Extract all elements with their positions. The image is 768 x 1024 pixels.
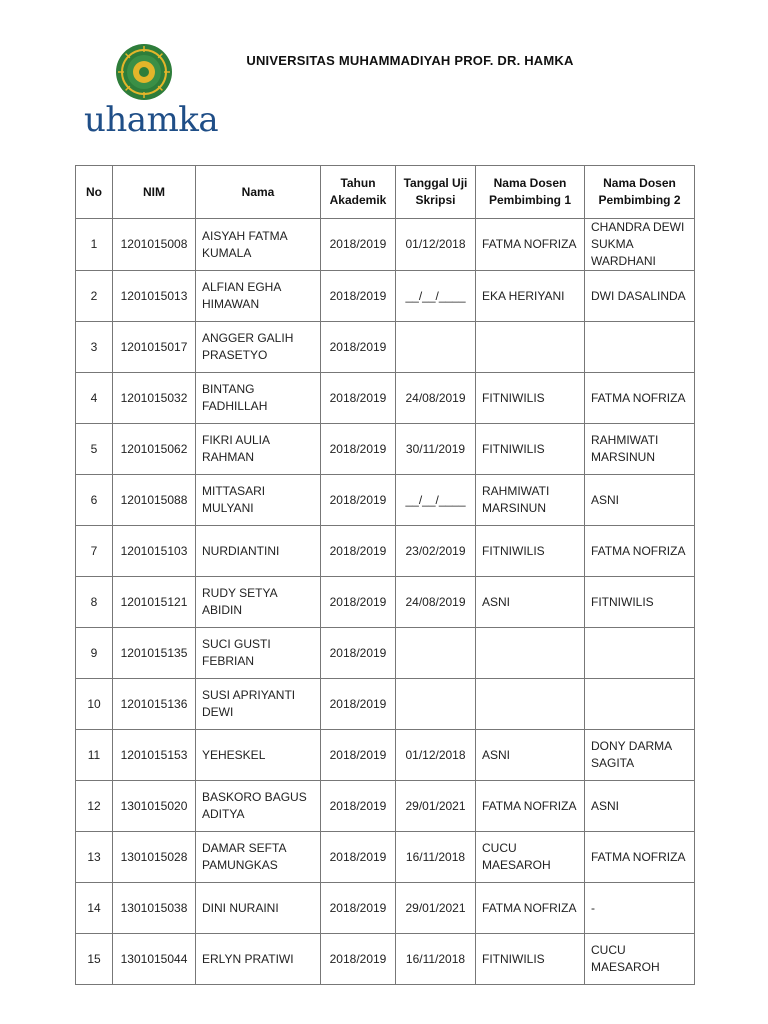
cell-nim: 1201015008	[113, 219, 196, 271]
cell-no: 13	[76, 832, 113, 883]
cell-nim: 1201015062	[113, 424, 196, 475]
cell-dosen-1: ASNI	[476, 577, 585, 628]
cell-tahun: 2018/2019	[321, 322, 396, 373]
cell-no: 11	[76, 730, 113, 781]
header-tahun-akademik: Tahun Akademik	[321, 166, 396, 219]
cell-tanggal: 24/08/2019	[396, 373, 476, 424]
table-row	[76, 424, 695, 475]
cell-no: 10	[76, 679, 113, 730]
table-row	[76, 781, 695, 832]
cell-tahun: 2018/2019	[321, 832, 396, 883]
cell-nama: SUSI APRIYANTI DEWI	[196, 679, 321, 730]
cell-tahun: 2018/2019	[321, 219, 396, 271]
cell-dosen-1: FITNIWILIS	[476, 373, 585, 424]
table-row	[76, 628, 695, 679]
cell-nim: 1201015013	[113, 271, 196, 322]
cell-tanggal: 29/01/2021	[396, 781, 476, 832]
table-row	[76, 526, 695, 577]
logo-wordmark: uhamka	[84, 100, 219, 140]
cell-no: 8	[76, 577, 113, 628]
cell-dosen-2: FATMA NOFRIZA	[585, 832, 695, 883]
cell-nim: 1301015028	[113, 832, 196, 883]
cell-nim: 1301015020	[113, 781, 196, 832]
cell-dosen-2	[585, 322, 695, 373]
cell-tahun: 2018/2019	[321, 730, 396, 781]
table-row	[76, 577, 695, 628]
cell-no: 14	[76, 883, 113, 934]
uhamka-logo	[84, 40, 219, 140]
cell-nim: 1301015044	[113, 934, 196, 985]
cell-nim: 1201015017	[113, 322, 196, 373]
cell-nim: 1201015103	[113, 526, 196, 577]
header-nim: NIM	[113, 166, 196, 219]
table-row	[76, 373, 695, 424]
cell-nim: 1201015088	[113, 475, 196, 526]
cell-tanggal: 16/11/2018	[396, 934, 476, 985]
cell-no: 6	[76, 475, 113, 526]
cell-nama: ALFIAN EGHA HIMAWAN	[196, 271, 321, 322]
table-row	[76, 322, 695, 373]
cell-nama: ANGGER GALIH PRASETYO	[196, 322, 321, 373]
cell-tahun: 2018/2019	[321, 781, 396, 832]
cell-tanggal: __/__/____	[396, 475, 476, 526]
university-name: UNIVERSITAS MUHAMMADIYAH PROF. DR. HAMKA	[246, 53, 574, 68]
cell-nama: DAMAR SEFTA PAMUNGKAS	[196, 832, 321, 883]
cell-dosen-1: FATMA NOFRIZA	[476, 781, 585, 832]
cell-dosen-1: RAHMIWATI MARSINUN	[476, 475, 585, 526]
cell-no: 15	[76, 934, 113, 985]
cell-dosen-2: FATMA NOFRIZA	[585, 526, 695, 577]
table-header-row	[76, 166, 695, 219]
cell-dosen-2: -	[585, 883, 695, 934]
cell-tanggal: 16/11/2018	[396, 832, 476, 883]
cell-tahun: 2018/2019	[321, 475, 396, 526]
cell-dosen-2	[585, 679, 695, 730]
cell-tahun: 2018/2019	[321, 628, 396, 679]
cell-tanggal	[396, 628, 476, 679]
cell-dosen-1: FITNIWILIS	[476, 526, 585, 577]
cell-nama: BASKORO BAGUS ADITYA	[196, 781, 321, 832]
cell-dosen-2: FITNIWILIS	[585, 577, 695, 628]
cell-dosen-2: CHANDRA DEWI SUKMA WARDHANI	[585, 219, 695, 271]
cell-dosen-2: CUCU MAESAROH	[585, 934, 695, 985]
cell-dosen-2: DONY DARMA SAGITA	[585, 730, 695, 781]
cell-dosen-1: ASNI	[476, 730, 585, 781]
cell-tanggal: 29/01/2021	[396, 883, 476, 934]
cell-no: 2	[76, 271, 113, 322]
cell-tanggal: 24/08/2019	[396, 577, 476, 628]
cell-tahun: 2018/2019	[321, 934, 396, 985]
cell-nama: YEHESKEL	[196, 730, 321, 781]
cell-nama: RUDY SETYA ABIDIN	[196, 577, 321, 628]
cell-tahun: 2018/2019	[321, 424, 396, 475]
cell-dosen-1: FATMA NOFRIZA	[476, 883, 585, 934]
cell-tahun: 2018/2019	[321, 679, 396, 730]
table-row	[76, 883, 695, 934]
cell-nama: FIKRI AULIA RAHMAN	[196, 424, 321, 475]
cell-dosen-1: FITNIWILIS	[476, 424, 585, 475]
university-emblem-icon	[114, 42, 174, 102]
cell-nama: ERLYN PRATIWI	[196, 934, 321, 985]
cell-tanggal: __/__/____	[396, 271, 476, 322]
cell-dosen-1: EKA HERIYANI	[476, 271, 585, 322]
table-row	[76, 475, 695, 526]
cell-tanggal: 01/12/2018	[396, 730, 476, 781]
cell-nim: 1201015032	[113, 373, 196, 424]
cell-tahun: 2018/2019	[321, 373, 396, 424]
header-dosen-pembimbing-1: Nama Dosen Pembimbing 1	[476, 166, 585, 219]
cell-nim: 1301015038	[113, 883, 196, 934]
cell-tanggal: 01/12/2018	[396, 219, 476, 271]
cell-dosen-1: CUCU MAESAROH	[476, 832, 585, 883]
header-tanggal-uji-skripsi: Tanggal Uji Skripsi	[396, 166, 476, 219]
cell-nama: BINTANG FADHILLAH	[196, 373, 321, 424]
cell-no: 3	[76, 322, 113, 373]
cell-tanggal	[396, 322, 476, 373]
header-no: No	[76, 166, 113, 219]
table-row	[76, 679, 695, 730]
table-row	[76, 832, 695, 883]
cell-no: 12	[76, 781, 113, 832]
cell-dosen-1: FATMA NOFRIZA	[476, 219, 585, 271]
cell-tahun: 2018/2019	[321, 271, 396, 322]
cell-dosen-2	[585, 628, 695, 679]
cell-no: 9	[76, 628, 113, 679]
cell-nama: NURDIANTINI	[196, 526, 321, 577]
header-dosen-pembimbing-2: Nama Dosen Pembimbing 2	[585, 166, 695, 219]
cell-no: 1	[76, 219, 113, 271]
cell-no: 5	[76, 424, 113, 475]
cell-nama: AISYAH FATMA KUMALA	[196, 219, 321, 271]
cell-dosen-2: RAHMIWATI MARSINUN	[585, 424, 695, 475]
cell-nama: SUCI GUSTI FEBRIAN	[196, 628, 321, 679]
table-row	[76, 219, 695, 271]
table-row	[76, 934, 695, 985]
cell-tahun: 2018/2019	[321, 526, 396, 577]
cell-dosen-2: FATMA NOFRIZA	[585, 373, 695, 424]
cell-dosen-1: FITNIWILIS	[476, 934, 585, 985]
cell-nama: MITTASARI MULYANI	[196, 475, 321, 526]
cell-nim: 1201015136	[113, 679, 196, 730]
cell-tanggal: 30/11/2019	[396, 424, 476, 475]
cell-dosen-1	[476, 679, 585, 730]
cell-no: 4	[76, 373, 113, 424]
table-row	[76, 730, 695, 781]
cell-dosen-2: DWI DASALINDA	[585, 271, 695, 322]
cell-tanggal: 23/02/2019	[396, 526, 476, 577]
cell-dosen-2: ASNI	[585, 781, 695, 832]
cell-dosen-1	[476, 322, 585, 373]
cell-no: 7	[76, 526, 113, 577]
cell-nim: 1201015153	[113, 730, 196, 781]
table-row	[76, 271, 695, 322]
cell-dosen-1	[476, 628, 585, 679]
thesis-exam-table	[75, 165, 695, 985]
header-nama: Nama	[196, 166, 321, 219]
cell-dosen-2: ASNI	[585, 475, 695, 526]
cell-nama: DINI NURAINI	[196, 883, 321, 934]
cell-nim: 1201015135	[113, 628, 196, 679]
cell-tanggal	[396, 679, 476, 730]
cell-nim: 1201015121	[113, 577, 196, 628]
cell-tahun: 2018/2019	[321, 577, 396, 628]
cell-tahun: 2018/2019	[321, 883, 396, 934]
